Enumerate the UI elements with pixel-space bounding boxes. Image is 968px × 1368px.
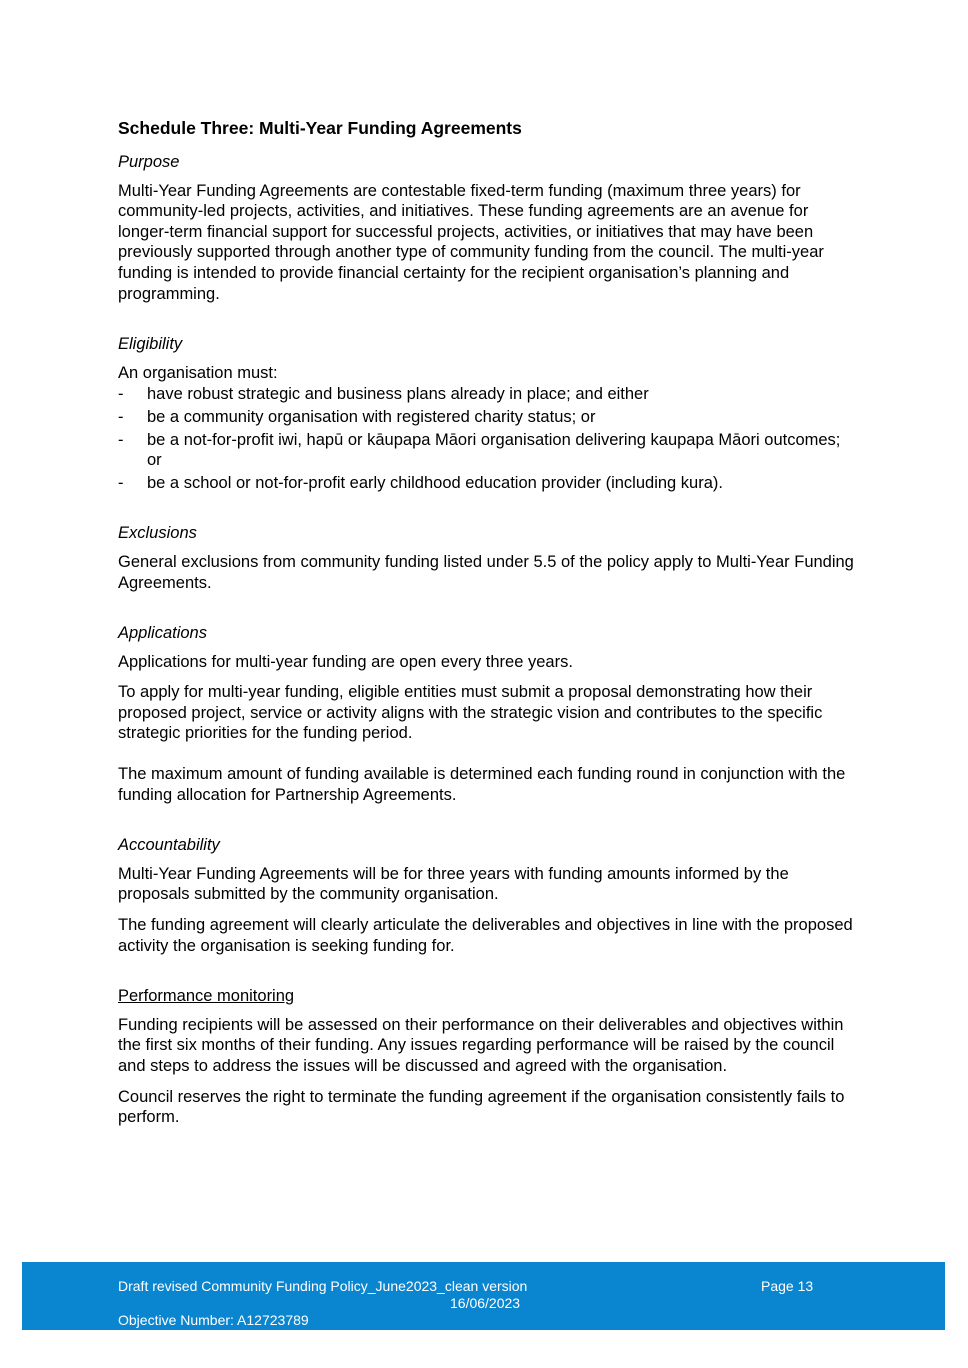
list-item [118, 384, 854, 405]
footer-objective-number: Objective Number: A12723789 [118, 1312, 309, 1328]
page-footer [22, 1262, 945, 1330]
purpose-heading: Purpose [118, 153, 180, 171]
accountability-paragraph-2: The funding agreement will clearly articulate the deliverables and objectives in line with the proposed activity the organisation is seeking funding for. [118, 916, 853, 955]
exclusions-heading: Exclusions [118, 524, 197, 543]
eligibility-heading: Eligibility [118, 335, 183, 354]
list-dash: - [118, 407, 124, 426]
list-dash: - [118, 385, 124, 404]
list-item-text: be a school or not-for-profit early childhood education provider (including kura). [147, 473, 723, 492]
accountability-paragraph-1: Multi-Year Funding Agreements will be for three years with funding amounts informed by the proposals submitted by the community organisation. [118, 864, 789, 904]
list-dash: - [118, 430, 124, 449]
list-item-text: be a not-for-profit iwi, hapū or kāupapa Māori organisation delivering kaupapa Māori outcomes; or [147, 430, 841, 470]
list-item [118, 407, 854, 428]
list-item [118, 473, 854, 494]
document-body [118, 116, 854, 1138]
eligibility-intro: An organisation must: [118, 363, 278, 382]
performance-heading: Performance monitoring [118, 987, 295, 1006]
performance-paragraph-2: Council reserves the right to terminate the funding agreement if the organisation consistently fails to perform. [118, 1087, 845, 1127]
list-item [118, 430, 854, 471]
list-item-text: be a community organisation with registered charity status; or [147, 407, 596, 426]
list-dash: - [118, 473, 124, 492]
performance-paragraph-1: Funding recipients will be assessed on their performance on their deliverables and objectives within the first six months of their funding. Any issues regarding performance will be raised by the council and steps to address the issues will be discussed and agreed with the organisation. [118, 1015, 844, 1075]
footer-date: 16/06/2023 [450, 1295, 521, 1311]
document-title: Schedule Three: Multi-Year Funding Agreements [118, 118, 522, 138]
purpose-paragraph: Multi-Year Funding Agreements are contestable fixed-term funding (maximum three years) for community-led projects, activities, and initiatives. These funding agreements are an avenue for longer-term financial support for successful projects, activities, or initiatives that may have been previously supported through another type of community funding from the council. The multi-year funding is intended to provide financial certainty for the recipient organisation’s planning and programming. [118, 181, 824, 303]
list-item-text: have robust strategic and business plans already in place; and either [147, 385, 649, 404]
footer-page-number: Page 13 [761, 1278, 814, 1294]
accountability-heading: Accountability [118, 836, 220, 855]
eligibility-list [118, 384, 854, 493]
applications-heading: Applications [118, 624, 207, 643]
applications-paragraph-3: The maximum amount of funding available is determined each funding round in conjunction with the funding allocation for Partnership Agreements. [118, 765, 846, 804]
exclusions-paragraph: General exclusions from community funding listed under 5.5 of the policy apply to Multi-Year Funding Agreements. [118, 552, 854, 592]
applications-paragraph-2: To apply for multi-year funding, eligible entities must submit a proposal demonstrating how their proposed project, service or activity aligns with the strategic vision and contributes to the specific strategic priorities for the funding period. [118, 683, 823, 743]
footer-document-title: Draft revised Community Funding Policy_June2023_clean version [118, 1278, 528, 1294]
applications-paragraph-1: Applications for multi-year funding are open every three years. [118, 652, 573, 671]
